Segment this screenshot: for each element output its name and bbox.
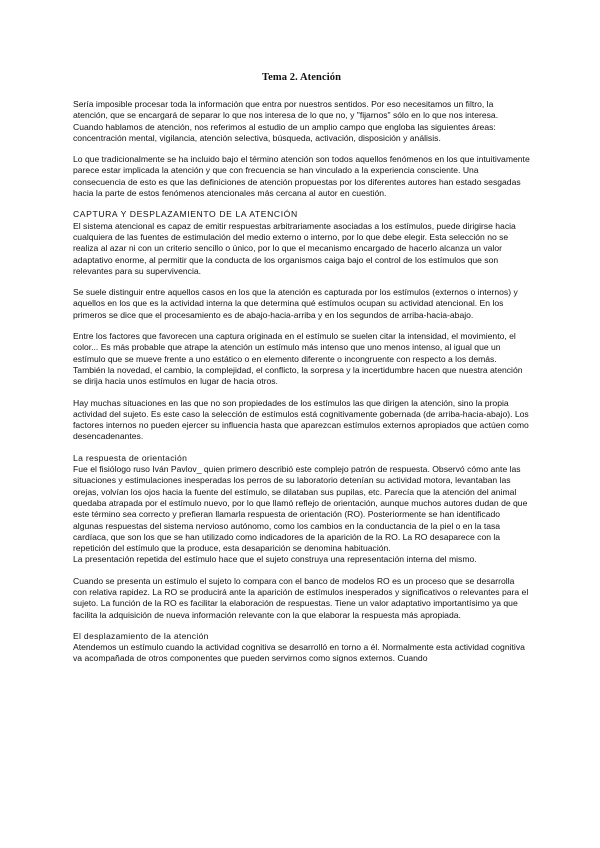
intro-paragraph-2: Lo que tradicionalmente se ha incluido bajo el término atención son todos aquellos fenómenos en los que intuitivamente parece estar implicada la atención y que con frecuencia se han vinculado a la experiencia consciente. Una consecuencia de esto es que las definiciones de atención propuestas por los diferentes autores han estado sesgadas hacia la parte de estos fenómenos atencionales más cercana al autor en cuestión. (73, 154, 530, 199)
section2-paragraph-last: Cuando se presenta un estímulo el sujeto lo compara con el banco de modelos RO es un proceso que se desarrolla con relativa rapidez. La RO se producirá ante la aparición de estímulos inesperados y significativos o relevantes para el sujeto. La función de la RO es facilitar la elaboración de respuestas. Tiene un valor adaptativo importantísimo ya que facilita la adquisición de nueva información relevante con la que elaborar la respuesta más apropiada. (73, 575, 529, 620)
section1-paragraph-3: Entre los factores que favorecen una captura originada en el estímulo se suelen citar la intensidad, el movimiento, el color... Es más probable que atrape la atención un estímulo más intenso que uno menos intenso, al igual que un estímulo que se mueve frente a uno estático o en elemento diferente o incongruente con respecto a los demás. También la novedad, el cambio, la complejidad, el conflicto, la sorpresa y la incertidumbre hacen que nuestra atención se dirija hacia unos estímulos en lugar de hacia otros. (73, 331, 523, 387)
section-heading-desplazamiento: El desplazamiento de la atención (73, 630, 209, 641)
section-heading-captura: CAPTURA Y DESPLAZAMIENTO DE LA ATENCIÓN (73, 209, 298, 220)
section1-paragraph-4: Hay muchas situaciones en las que no son propiedades de los estímulos las que dirigen la atención, sino la propia actividad del sujeto. Es este caso la selección de estímulos está cognitivamente gobernada (de arriba-hacia-abajo). Los factores internos no pueden ejercer su influencia hasta que aparezcan estímulos externos apropiados que actúen como desencadenantes. (73, 397, 529, 442)
intro-paragraph-1: Sería imposible procesar toda la información que entra por nuestros sentidos. Por eso necesitamos un filtro, la atención, que se encargará de separar lo que nos interesa de lo que no, y "fijarnos" sólo en lo que nos interesa. Cuando hablamos de atención, nos referimos al estudio de un amplio campo que engloba las siguientes áreas: concentración mental, vigilancia, atención selectiva, búsqueda, activación, disposición y análisis. (73, 99, 499, 143)
section2-paragraph-line: La presentación repetida del estímulo hace que el sujeto construya una representación interna del mismo. (73, 554, 477, 565)
section-heading-orientacion: La respuesta de orientación (73, 452, 188, 463)
section2-paragraph-main: Fue el fisiólogo ruso Iván Pavlov_ quien primero describió este complejo patrón de respuesta. Observó cómo ante las situaciones y estimulaciones inesperadas los perros de su laboratorio detenían su actividad motora, levantaban las orejas, volvían los ojos hacia la fuente del estímulo, se dilataban sus pupilas, etc. Parecía que la atención del animal quedaba atrapada por el estímulo nuevo, por lo que llamó reflejo de orientación, aunque muchos autores dudan de que este término sea correcto y prefieran llamarla respuesta de orientación (RO). Posteriormente se han identificado algunas respuestas del sistema nervioso autónomo, como los cambios en la conductancia de la piel o en la tasa cardíaca, que son los que se han utilizado como indicadores de la aparición de la RO. La RO desaparece con la repetición del estímulo que la produce, esta desaparición se denomina habituación. (73, 464, 528, 554)
section1-paragraph-1: El sistema atencional es capaz de emitir respuestas arbitrariamente asociadas a los estímulos, puede dirigirse hacia cualquiera de las fuentes de estimulación del medio externo o interno, por lo que debe elegir. Esta selección no se realiza al azar ni con un criterio sencillo o único, por lo que el mecanismo encargado de hacerlo alcanza un valor adaptativo enorme, al permitir que la conducta de los organismos caiga bajo el control de los estímulos que son relevantes para su supervivencia. (73, 220, 516, 276)
document-title: Tema 2. Atención (261, 72, 342, 83)
section1-paragraph-2: Se suele distinguir entre aquellos casos en los que la atención es capturada por los estímulos (externos o internos) y aquellos en los que es la actividad interna la que determina qué estímulos ocupan su actividad atencional. En los primeros se dice que el procesamiento es de abajo-hacia-arriba y en los segundos de arriba-hacia-abajo. (73, 287, 518, 320)
section3-paragraph: Atendemos un estímulo cuando la actividad cognitiva se desarrolló en torno a él. Normalmente esta actividad cognitiva va acompañada de otros componentes que pueden servirnos como signos externos. Cuando (73, 642, 525, 664)
